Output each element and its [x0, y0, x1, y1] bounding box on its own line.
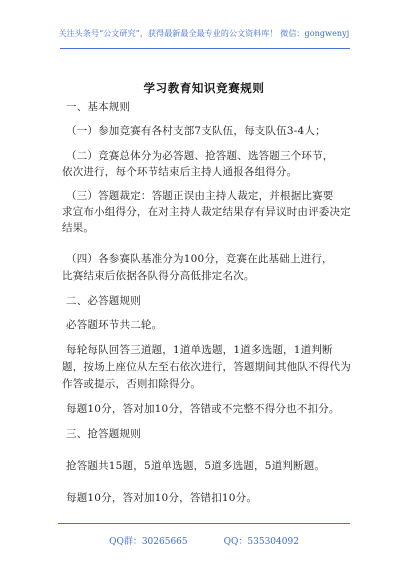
paragraph-line: （三）答题裁定：答题正误由主持人裁定，并根据比赛要	[66, 190, 334, 202]
header-notice: 关注头条号“公文研究”，获得最新最全最专业的公文资料库！ 微信：gongwenyj	[58, 29, 350, 38]
footer-qq: QQ：535304092	[223, 537, 299, 547]
paragraph-line: 抢答题共15题，5道单选题，5道多选题，5道判断题。	[66, 460, 326, 472]
paragraph-line: （四）各参赛队基准分为100分，竞赛在此基础上进行，	[66, 253, 333, 265]
footer-qq-group: QQ群：30265665	[109, 537, 188, 547]
section-heading-basic-rules: 一、基本规则	[66, 101, 131, 113]
section-heading-required-questions: 二、必答题规则	[66, 295, 141, 307]
paragraph-line: 作答或提示，否则扣除得分。	[62, 378, 202, 390]
paragraph-line: 题，按场上座位从左至右依次进行，答题期间其他队不得代为	[62, 361, 351, 373]
paragraph-line: （二）竞赛总体分为必答题、抢答题、选答题三个环节，	[66, 150, 334, 162]
paragraph-line: 每题10分，答对加10分，答错或不完整不得分也不扣分。	[66, 403, 340, 415]
footer-contacts	[0, 534, 408, 547]
footer-divider	[58, 523, 350, 524]
paragraph-line: 每轮每队回答三道题，1道单选题，1道多选题，1道判断	[66, 344, 333, 356]
paragraph-line: 结果。	[62, 222, 95, 234]
paragraph-line: 依次进行，每个环节结束后主持人通报各组得分。	[62, 166, 298, 178]
paragraph-line: 每题10分，答对加10分，答错扣10分。	[66, 492, 258, 504]
paragraph-line: 求宣布小组得分，在对主持人裁定结果存有异议时由评委决定	[62, 206, 351, 218]
paragraph-line: 必答题环节共二轮。	[66, 319, 163, 331]
paragraph-line: 比赛结束后依据各队得分高低排定名次。	[62, 270, 255, 282]
paragraph-line: （一）参加竞赛有各村支部7支队伍，每支队伍3-4人；	[66, 125, 326, 137]
section-heading-buzzer-questions: 三、抢答题规则	[66, 428, 141, 440]
header-divider	[60, 48, 350, 49]
document-title: 学习教育知识竞赛规则	[143, 81, 265, 95]
